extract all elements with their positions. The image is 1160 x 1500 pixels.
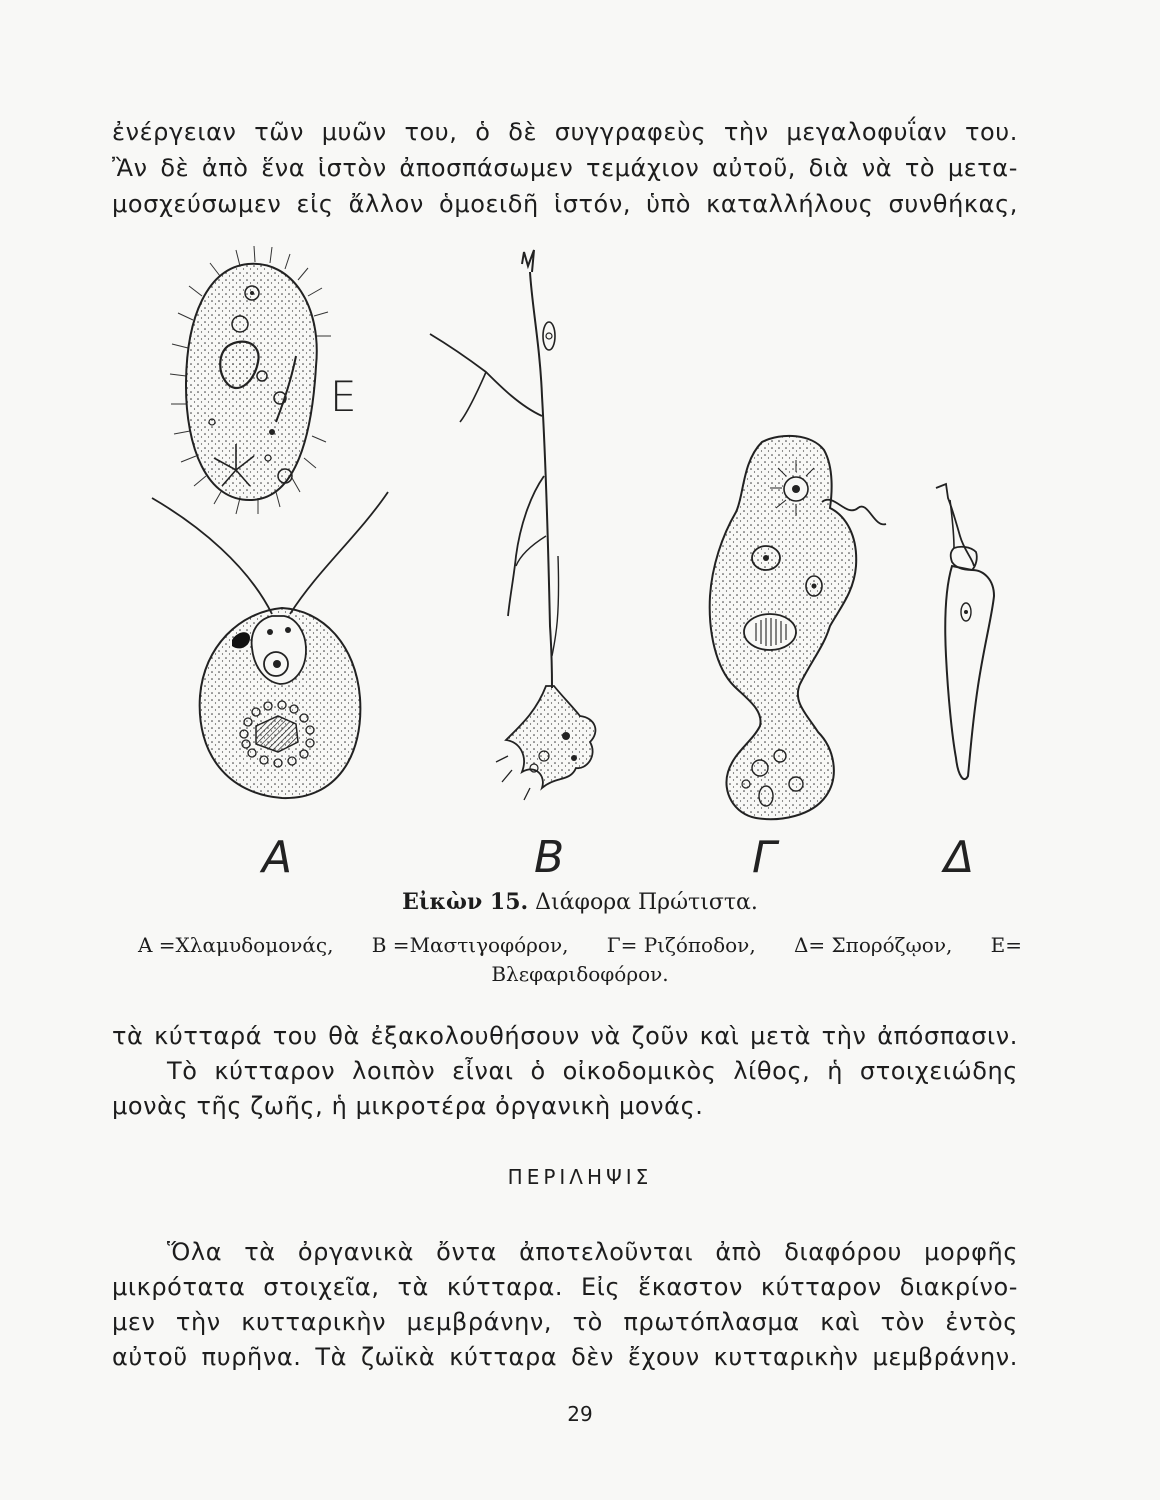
figure-label-e: E	[330, 372, 357, 421]
figure-caption	[0, 889, 1160, 915]
legend-item-g: Γ= Ριζόποδον,	[606, 933, 756, 957]
legend-item-e: Ε=	[990, 933, 1022, 957]
summary-line: Ὅλα τὰ ὀργανικὰ ὄντα ἀποτελοῦνται ἀπὸ διαφόρου μορφῆς	[167, 1238, 1018, 1266]
flagellate-drawing-b	[430, 250, 595, 800]
paragraph-line: μονὰς τῆς ζωῆς, ἡ μικροτέρα ὀργανικὴ μονάς.	[112, 1092, 704, 1120]
chlamydomonas-drawing-a	[152, 492, 388, 798]
paragraph-line: ἐνέργειαν τῶν μυῶν του, ὁ δὲ συγγραφεὺς τὴν μεγαλοφυΐαν του.	[112, 118, 1018, 146]
figure-label-g: Γ	[752, 832, 777, 883]
summary-heading: ΠΕΡΙΛΗΨΙΣ	[507, 1165, 653, 1189]
protista-figure	[0, 236, 1160, 886]
protista-illustration	[0, 236, 1160, 886]
summary-line: μεν τὴν κυτταρικὴν μεμβράνην, τὸ πρωτόπλασμα καὶ τὸν ἐντὸς	[112, 1308, 1018, 1336]
legend-item-b: Β =Μαστιγοφόρον,	[371, 933, 569, 957]
legend-item-a: Α =Χλαμυδομονάς,	[138, 933, 334, 957]
summary-line: αὐτοῦ πυρῆνα. Τὰ ζωϊκὰ κύτταρα δὲν ἔχουν κυτταρικὴν μεμβράνην.	[112, 1343, 1018, 1371]
figure-legend	[138, 933, 1022, 957]
figure-caption-number: Εἰκὼν 15.	[402, 889, 529, 915]
figure-label-d: Δ	[944, 832, 975, 883]
figure-label-b: Β	[534, 832, 565, 883]
paragraph-line: Ἂν δὲ ἀπὸ ἕνα ἱστὸν ἀποσπάσωμεν τεμάχιον αὐτοῦ, διὰ νὰ τὸ μετα-	[112, 154, 1018, 182]
sporozoan-drawing-d	[936, 484, 994, 779]
ciliate-drawing-e	[170, 246, 331, 514]
summary-line: μικρότατα στοιχεῖα, τὰ κύτταρα. Εἰς ἕκαστον κύτταρον διακρίνο-	[112, 1273, 1018, 1301]
paragraph-line: τὰ κύτταρά του θὰ ἐξακολουθήσουν νὰ ζοῦν καὶ μετὰ τὴν ἀπόσπασιν.	[112, 1022, 1018, 1050]
figure-legend-continued: Βλεφαριδοφόρον.	[491, 962, 669, 986]
amoeba-drawing-g	[710, 436, 886, 819]
paragraph-line: Τὸ κύτταρον λοιπὸν εἶναι ὁ οἰκοδομικὸς λίθος, ἡ στοιχειώδης	[167, 1057, 1018, 1085]
legend-item-d: Δ= Σπορόζῳον,	[793, 933, 953, 957]
page-number: 29	[567, 1402, 593, 1426]
figure-label-a: Α	[262, 832, 293, 883]
figure-caption-text: Διάφορα Πρώτιστα.	[535, 890, 758, 915]
paragraph-line: μοσχεύσωμεν εἰς ἄλλον ὁμοειδῆ ἱστόν, ὑπὸ καταλλήλους συνθήκας,	[112, 190, 1018, 218]
